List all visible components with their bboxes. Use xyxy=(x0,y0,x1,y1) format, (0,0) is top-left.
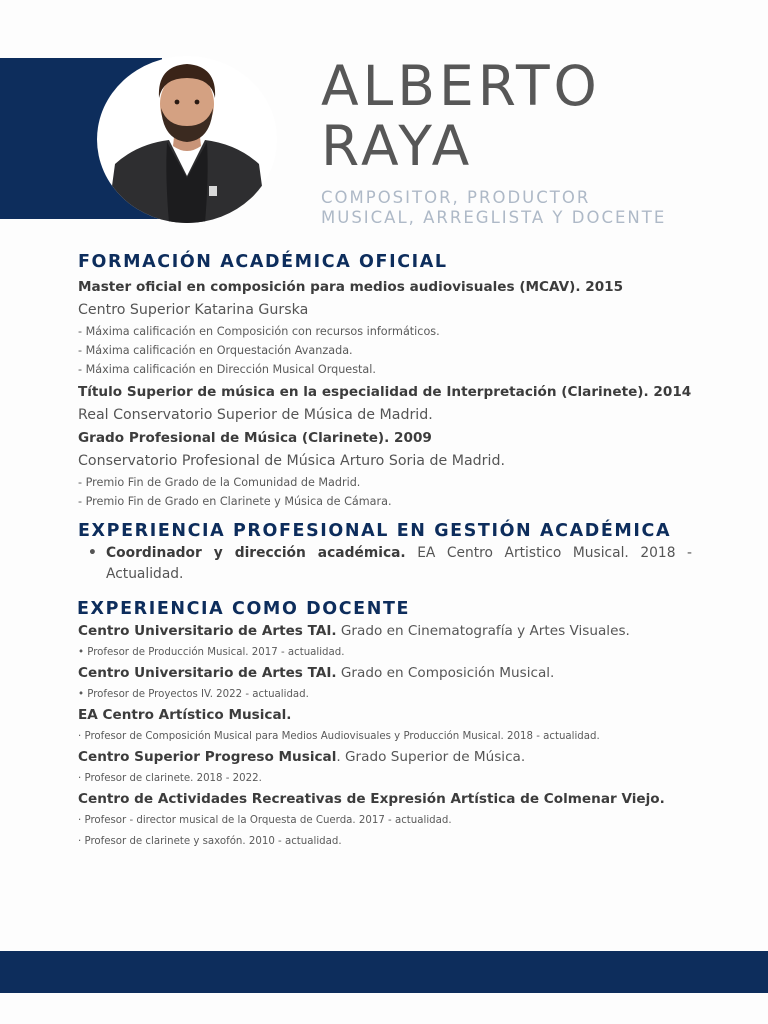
master-note: - Máxima calificación en Dirección Musical Orquestal. xyxy=(78,363,376,376)
gestion-item-bold: Coordinador y dirección académica. xyxy=(106,545,406,561)
footer-accent-band xyxy=(0,951,768,993)
docente-entry-note: · Profesor de clarinete y saxofón. 2010 - actualidad. xyxy=(78,836,342,847)
master-note: - Máxima calificación en Composición con recursos informáticos. xyxy=(78,325,440,338)
subtitle-line-2: MUSICAL, ARREGLISTA Y DOCENTE xyxy=(321,208,667,227)
docente-entry-rest: Grado en Composición Musical. xyxy=(336,665,555,681)
docente-entry-rest: Grado en Cinematografía y Artes Visuales. xyxy=(336,623,630,639)
docente-entry-title xyxy=(78,789,692,810)
section-title-gestion: EXPERIENCIA PROFESIONAL EN GESTIÓN ACADÉMICA xyxy=(78,521,672,541)
docente-entry-note: · Profesor - director musical de la Orquesta de Cuerda. 2017 - actualidad. xyxy=(78,815,452,826)
master-school: Centro Superior Katarina Gurska xyxy=(78,302,309,318)
docente-entry-title xyxy=(78,705,692,726)
candidate-subtitle xyxy=(321,188,666,228)
docente-entry-bold: Centro Universitario de Artes TAI. xyxy=(78,665,337,681)
section-title-docente: EXPERIENCIA COMO DOCENTE xyxy=(77,599,411,619)
grado-school: Conservatorio Profesional de Música Arturo Soria de Madrid. xyxy=(78,453,505,469)
bullet-icon: • xyxy=(88,545,97,561)
docente-entry-title xyxy=(78,621,692,642)
master-note: - Máxima calificación en Orquestación Avanzada. xyxy=(78,344,353,357)
titulo-degree: Título Superior de música en la especialidad de Interpretación (Clarinete). 2014 xyxy=(78,384,692,400)
section-title-formacion: FORMACIÓN ACADÉMICA OFICIAL xyxy=(78,252,448,272)
resume-body xyxy=(78,252,692,852)
last-name: RAYA xyxy=(321,114,474,178)
profile-photo xyxy=(97,56,277,223)
grado-note: - Premio Fin de Grado de la Comunidad de Madrid. xyxy=(78,476,361,489)
docente-entry-note: · Profesor de Composición Musical para Medios Audiovisuales y Producción Musical. 2018 - actualidad. xyxy=(78,731,600,742)
docente-entry-bold: Centro de Actividades Recreativas de Expresión Artística de Colmenar Viejo. xyxy=(78,791,665,807)
titulo-school: Real Conservatorio Superior de Música de Madrid. xyxy=(78,407,433,423)
docente-entry-title xyxy=(78,747,692,768)
docente-entry-bold: Centro Universitario de Artes TAI. xyxy=(78,623,337,639)
gestion-item-text xyxy=(106,543,692,585)
docente-entry-note: • Profesor de Proyectos IV. 2022 - actualidad. xyxy=(78,689,309,700)
docente-entry-title xyxy=(78,663,692,684)
docente-entry-bold: EA Centro Artístico Musical. xyxy=(78,707,292,723)
first-name: ALBERTO xyxy=(321,54,601,118)
docente-entry-rest: . Grado Superior de Música. xyxy=(336,749,526,765)
subtitle-line-1: COMPOSITOR, PRODUCTOR xyxy=(321,188,591,207)
docente-entry-bold: Centro Superior Progreso Musical xyxy=(78,749,337,765)
grado-degree: Grado Profesional de Música (Clarinete). 2009 xyxy=(78,430,432,446)
master-degree: Master oficial en composición para medios audiovisuales (MCAV). 2015 xyxy=(78,279,624,295)
docente-entry-note: • Profesor de Producción Musical. 2017 - actualidad. xyxy=(78,647,345,658)
docente-entry-note: · Profesor de clarinete. 2018 - 2022. xyxy=(78,773,262,784)
candidate-name xyxy=(321,56,601,176)
grado-note: - Premio Fin de Grado en Clarinete y Música de Cámara. xyxy=(78,495,392,508)
gestion-item xyxy=(78,543,692,585)
gestion-item-rest: EA Centro Artistico Musical. 2018 - Actualidad. xyxy=(106,545,692,582)
